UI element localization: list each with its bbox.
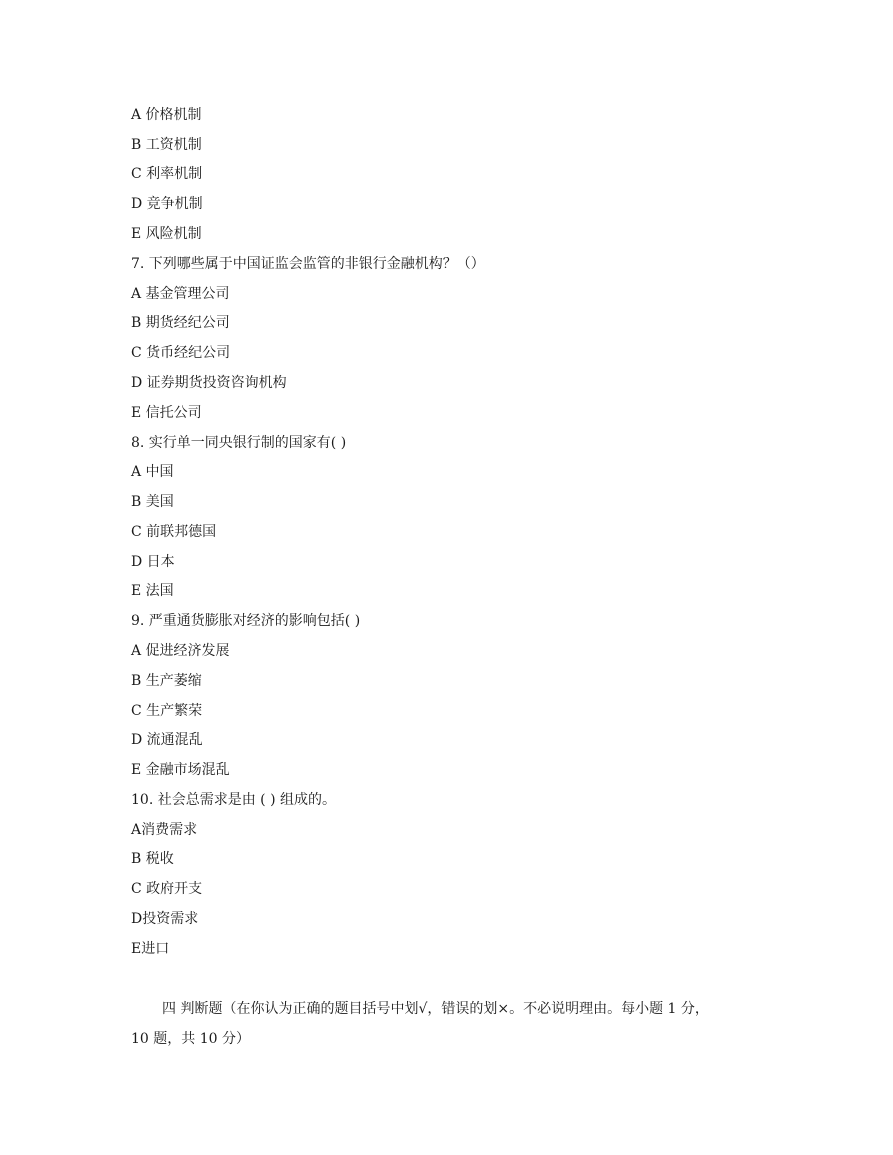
q7-option-d: D 证券期货投资咨询机构 [131,375,287,391]
question-9: 9. 严重通货膨胀对经济的影响包括( ) [131,613,361,629]
q7-option-a: A 基金管理公司 [131,286,230,302]
q8-option-e: E 法国 [131,583,174,599]
option-d-competition-mechanism: D 竞争机制 [131,196,203,212]
q7-option-c: C 货币经纪公司 [131,345,231,361]
option-a-price-mechanism: A 价格机制 [131,107,202,123]
q9-option-d: D 流通混乱 [131,732,203,748]
q8-option-b: B 美国 [131,494,174,510]
q10-option-c: C 政府开支 [131,881,203,897]
q10-option-b: B 税收 [131,851,174,867]
q9-option-a: A 促进经济发展 [131,643,230,659]
q9-option-c: C 生产繁荣 [131,703,203,719]
section-four-heading [131,994,771,1054]
q8-option-c: C 前联邦德国 [131,524,217,540]
q9-option-b: B 生产萎缩 [131,673,202,689]
section-four-line-1: 四 判断题（在你认为正确的题目括号中划√，错误的划×。不必说明理由。每小题 1 分， [162,1001,709,1017]
option-e-risk-mechanism: E 风险机制 [131,226,202,242]
question-10: 10. 社会总需求是由 ( ) 组成的。 [131,792,336,808]
q8-option-a: A 中国 [131,464,174,480]
q10-option-a: A消费需求 [131,822,198,838]
option-b-wage-mechanism: B 工资机制 [131,137,202,153]
question-8: 8. 实行单一同央银行制的国家有( ) [131,435,347,451]
q10-option-e: E进口 [131,941,170,957]
option-c-interest-mechanism: C 利率机制 [131,166,203,182]
q10-option-d: D投资需求 [131,911,199,927]
section-four-line-2: 10 题，共 10 分） [131,1031,250,1047]
q9-option-e: E 金融市场混乱 [131,762,230,778]
q7-option-e: E 信托公司 [131,405,202,421]
q8-option-d: D 日本 [131,554,175,570]
question-7: 7. 下列哪些属于中国证监会监管的非银行金融机构？（） [131,256,485,272]
q7-option-b: B 期货经纪公司 [131,315,230,331]
